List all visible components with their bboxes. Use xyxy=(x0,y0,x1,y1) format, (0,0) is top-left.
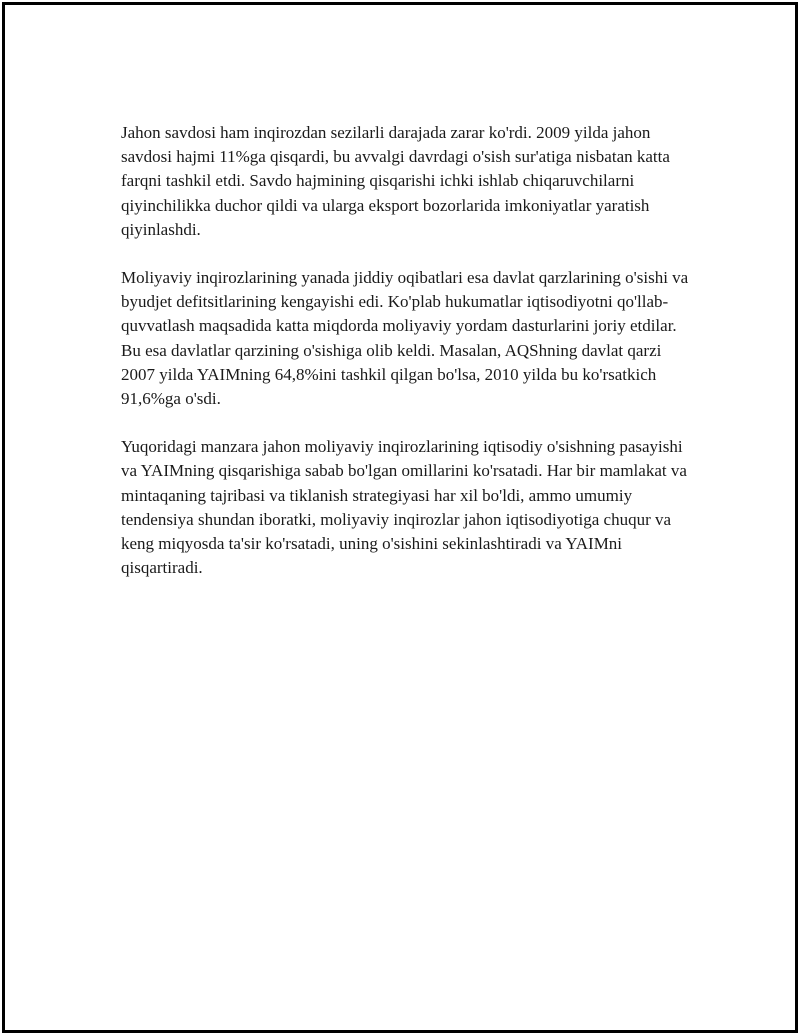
paragraph-world-trade: Jahon savdosi ham inqirozdan sezilarli darajada zarar ko'rdi. 2009 yilda jahon savdosi hajmi 11%ga qisqardi, bu avvalgi davrdagi o'sish sur'atiga nisbatan katta farqni tashkil etdi. Savdo hajmining qisqarishi ichki ishlab chiqaruvchilarni qiyinchilikka duchor qildi va ularga eksport bozorlarida imkoniyatlar yaratish qiyinlashdi. xyxy=(121,123,670,239)
paragraph-public-debt: Moliyaviy inqirozlarining yanada jiddiy oqibatlari esa davlat qarzlarining o'sishi va byudjet defitsitlarining kengayishi edi. Ko'plab hukumatlar iqtisodiyotni qo'llab-quvvatlash maqsadida katta miqdorda moliyaviy yordam dasturlarini joriy etdilar. Bu esa davlatlar qarzining o'sishiga olib keldi. Masalan, AQShning davlat qarzi 2007 yilda YAIMning 64,8%ini tashkil qilgan bo'lsa, 2010 yilda bu ko'rsatkich 91,6%ga o'sdi. xyxy=(121,268,689,409)
document-body xyxy=(121,121,691,604)
paragraph-conclusion: Yuqoridagi manzara jahon moliyaviy inqirozlarining iqtisodiy o'sishning pasayishi va YAIMning qisqarishiga sabab bo'lgan omillarini ko'rsatadi. Har bir mamlakat va mintaqaning tajribasi va tiklanish strategiyasi har xil bo'ldi, ammo umumiy tendensiya shundan iboratki, moliyaviy inqirozlar jahon iqtisodiyotiga chuqur va keng miqyosda ta'sir ko'rsatadi, uning o'sishini sekinlashtiradi va YAIMni qisqartiradi. xyxy=(121,437,687,578)
document-page xyxy=(2,2,798,1033)
